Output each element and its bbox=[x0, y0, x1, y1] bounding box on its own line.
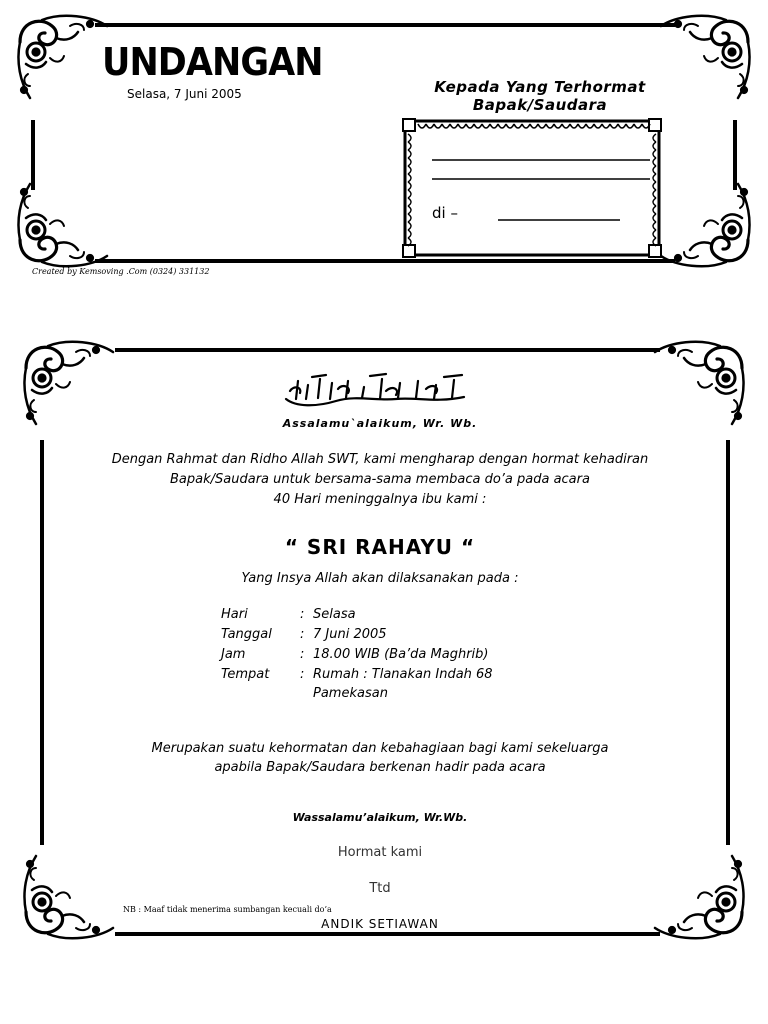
ornament-corner-icon bbox=[656, 180, 756, 270]
invitation-left-border bbox=[40, 440, 44, 845]
invitation-top-border bbox=[115, 348, 660, 352]
ornament-corner-icon bbox=[18, 338, 118, 428]
address-di-label: di – bbox=[432, 204, 458, 222]
recipient-subheading: Bapak/Saudara bbox=[472, 96, 608, 114]
deceased-name: “ SRI RAHAYU “ bbox=[284, 535, 476, 559]
card-top-border bbox=[95, 23, 675, 27]
intro-line-2: Bapak/Saudara untuk bersama-sama membaca do’a pada acara bbox=[170, 472, 590, 487]
intro-line-1: Dengan Rahmat dan Ridho Allah SWT, kami mengharap dengan hormat kehadiran bbox=[111, 452, 649, 467]
ornament-corner-icon bbox=[656, 12, 756, 102]
closing-salam: Wassalamu’alaikum, Wr.Wb. bbox=[292, 811, 468, 824]
ornament-corner-icon bbox=[12, 180, 112, 270]
detail-value-tempat: Rumah : Tlanakan Indah 68 bbox=[313, 667, 493, 682]
detail-value-hari: Selasa bbox=[313, 607, 356, 622]
recipient-heading: Kepada Yang Terhormat bbox=[434, 78, 646, 96]
nota-bene: NB : Maaf tidak menerima sumbangan kecuali do’a bbox=[123, 905, 332, 914]
detail-colon: : bbox=[300, 627, 305, 642]
detail-value-tanggal: 7 Juni 2005 bbox=[313, 627, 387, 642]
ornament-corner-icon bbox=[650, 338, 750, 428]
detail-label-tanggal: Tanggal bbox=[221, 627, 272, 642]
signature-mark: Ttd bbox=[369, 881, 391, 896]
intro-line-3: 40 Hari meninggalnya ibu kami : bbox=[273, 492, 487, 507]
greeting-salam: Assalamu`alaikum, Wr. Wb. bbox=[282, 417, 478, 430]
ornament-corner-icon bbox=[12, 12, 112, 102]
card-bottom-border bbox=[95, 259, 675, 263]
closing-line-2: apabila Bapak/Saudara berkenan hadir pada acara bbox=[214, 760, 546, 775]
bismillah-calligraphy-icon bbox=[276, 371, 476, 411]
detail-colon: : bbox=[300, 607, 305, 622]
detail-label-hari: Hari bbox=[221, 607, 248, 622]
detail-label-jam: Jam bbox=[221, 647, 246, 662]
credit-line: Created by Kemsoving .Com (0324) 331132 bbox=[32, 267, 210, 276]
card-title: UNDANGAN bbox=[102, 40, 323, 84]
address-box bbox=[402, 118, 662, 258]
invitation-right-border bbox=[726, 440, 730, 845]
regards-text: Hormat kami bbox=[337, 845, 423, 860]
signatory-name: ANDIK SETIAWAN bbox=[321, 917, 439, 931]
invitation-bottom-border bbox=[115, 932, 660, 936]
detail-colon: : bbox=[300, 667, 305, 682]
event-intro: Yang Insya Allah akan dilaksanakan pada : bbox=[241, 571, 519, 586]
detail-value-tempat-line2: Pamekasan bbox=[313, 686, 388, 701]
detail-label-tempat: Tempat bbox=[221, 667, 270, 682]
closing-line-1: Merupakan suatu kehormatan dan kebahagiaan bagi kami sekeluarga bbox=[151, 741, 609, 756]
detail-colon: : bbox=[300, 647, 305, 662]
detail-value-jam: 18.00 WIB (Ba’da Maghrib) bbox=[313, 647, 489, 662]
card-date: Selasa, 7 Juni 2005 bbox=[127, 87, 242, 101]
